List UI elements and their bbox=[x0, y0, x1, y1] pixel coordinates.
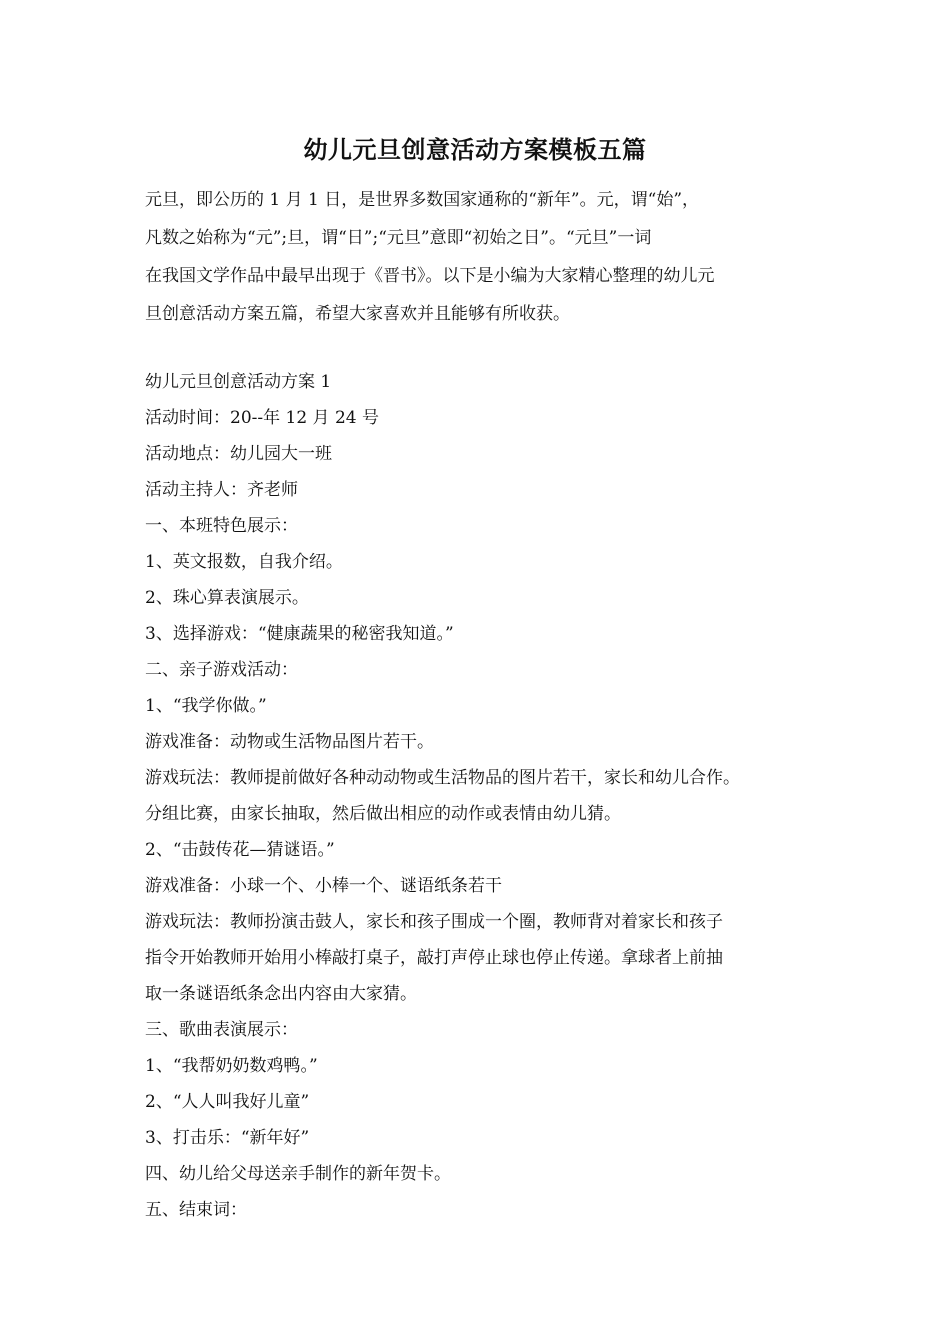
text-line: 二、亲子游戏活动： bbox=[145, 660, 298, 680]
text-line: 三、歌曲表演展示： bbox=[145, 1020, 298, 1040]
text-line: 四、幼儿给父母送亲手制作的新年贺卡。 bbox=[145, 1164, 451, 1184]
intro-line: 旦创意活动方案五篇，希望大家喜欢并且能够有所收获。 bbox=[145, 304, 570, 324]
text-line: 指令开始教师开始用小棒敲打桌子，敲打声停止球也停止传递。拿球者上前抽 bbox=[145, 948, 723, 968]
document-title: 幼儿元旦创意活动方案模板五篇 bbox=[303, 135, 647, 164]
text-line: 分组比赛，由家长抽取，然后做出相应的动作或表情由幼儿猜。 bbox=[145, 804, 621, 824]
text-line: 3、打击乐：“新年好” bbox=[145, 1128, 310, 1148]
text-line: 1、“我帮奶奶数鸡鸭。” bbox=[145, 1056, 318, 1076]
text-line: 2、“击鼓传花—猜谜语。” bbox=[145, 840, 335, 860]
intro-line: 在我国文学作品中最早出现于《晋书》。以下是小编为大家精心整理的幼儿元 bbox=[145, 266, 715, 286]
text-line: 活动地点：幼儿园大一班 bbox=[145, 444, 332, 464]
intro-paragraph bbox=[145, 181, 825, 333]
text-line: 游戏准备：动物或生活物品图片若干。 bbox=[145, 732, 434, 752]
text-line: 1、英文报数，自我介绍。 bbox=[145, 552, 343, 572]
text-line: 活动主持人：齐老师 bbox=[145, 480, 298, 500]
text-line: 游戏准备：小球一个、小棒一个、谜语纸条若干 bbox=[145, 876, 502, 896]
text-line: 游戏玩法：教师扮演击鼓人，家长和孩子围成一个圈，教师背对着家长和孩子 bbox=[145, 912, 723, 932]
section-heading: 幼儿元旦创意活动方案 1 bbox=[145, 372, 332, 392]
text-line: 1、“我学你做。” bbox=[145, 696, 267, 716]
text-line: 3、选择游戏：“健康蔬果的秘密我知道。” bbox=[145, 624, 454, 644]
plan-content bbox=[145, 364, 845, 1228]
text-line: 五、结束词： bbox=[145, 1200, 247, 1220]
text-line: 取一条谜语纸条念出内容由大家猜。 bbox=[145, 984, 417, 1004]
intro-line: 元旦，即公历的 1 月 1 日，是世界多数国家通称的“新年”。元，谓“始”， bbox=[145, 190, 700, 210]
text-line: 游戏玩法：教师提前做好各种动动物或生活物品的图片若干，家长和幼儿合作。 bbox=[145, 768, 740, 788]
text-line: 活动时间：20--年 12 月 24 号 bbox=[145, 408, 379, 428]
text-line: 2、珠心算表演展示。 bbox=[145, 588, 309, 608]
intro-line: 凡数之始称为“元”;旦，谓“日”;“元旦”意即“初始之日”。“元旦”一词 bbox=[145, 228, 652, 248]
text-line: 一、本班特色展示： bbox=[145, 516, 298, 536]
text-line: 2、“人人叫我好儿童” bbox=[145, 1092, 310, 1112]
